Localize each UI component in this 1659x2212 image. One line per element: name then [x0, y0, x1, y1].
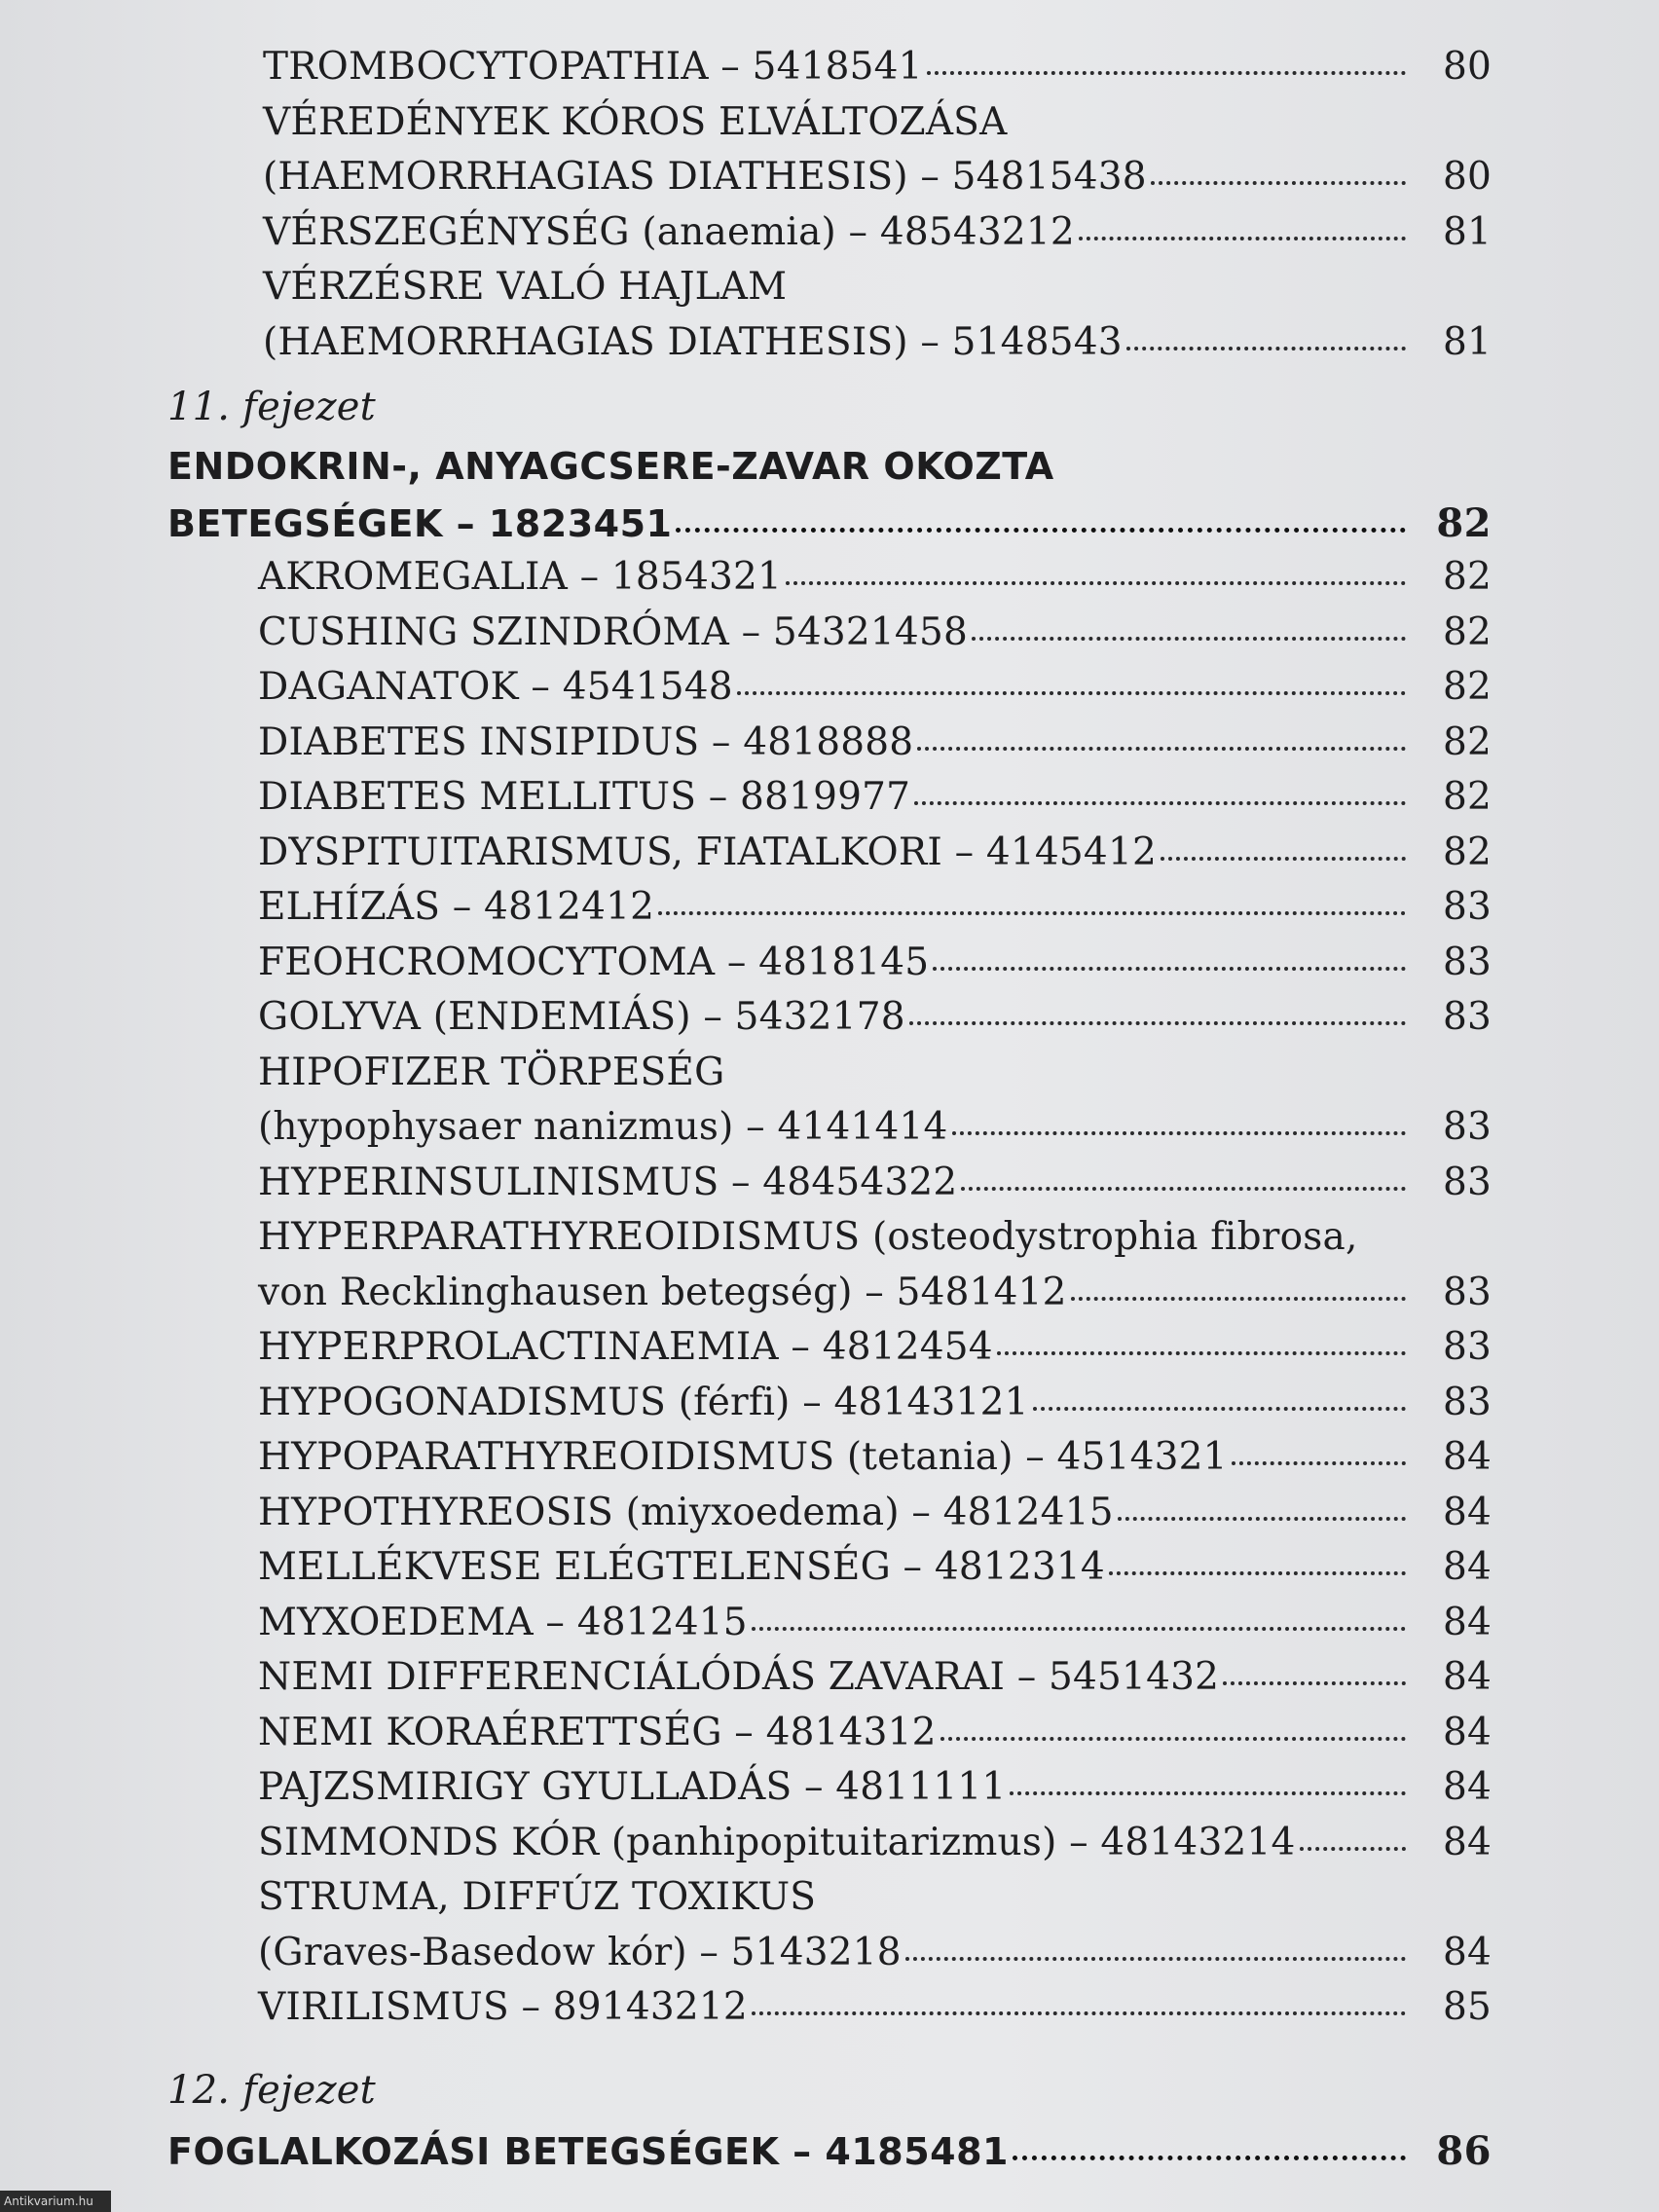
toc-entry-line	[0, 1271, 1659, 1326]
entry-text: HYPERPROLACTINAEMIA – 4812454	[258, 1325, 993, 1369]
chapter-title-text: BETEGSÉGEK – 1823451	[167, 501, 673, 545]
page-number: 84	[1442, 1655, 1492, 1699]
dot-leader	[997, 1351, 1406, 1355]
entry-text: STRUMA, DIFFÚZ TOXIKUS	[258, 1875, 817, 1919]
dot-leader	[917, 747, 1406, 751]
chapter-label-text: 12. fejezet	[167, 2067, 376, 2113]
entry-text: MYXOEDEMA – 4812415	[258, 1600, 748, 1644]
entry-text: HYPERINSULINISMUS – 48454322	[258, 1160, 958, 1204]
page-number: 84	[1442, 1600, 1492, 1644]
chapter-title-line	[0, 500, 1659, 556]
toc-entry-line	[0, 1931, 1659, 1986]
toc-entry-line	[0, 1655, 1659, 1711]
dot-leader	[676, 528, 1406, 533]
dot-leader	[1033, 1407, 1406, 1411]
toc-entry-line	[0, 665, 1659, 720]
table-of-contents	[0, 45, 1659, 2183]
dot-leader	[786, 581, 1406, 585]
toc-entry-line	[0, 1985, 1659, 2041]
dot-leader	[1079, 237, 1406, 240]
dot-leader	[1071, 1297, 1406, 1301]
page-number: 80	[1442, 45, 1492, 89]
dot-leader	[1118, 1517, 1406, 1521]
spacer	[0, 2041, 1659, 2058]
toc-entry-line	[0, 940, 1659, 996]
dot-leader	[1126, 347, 1406, 350]
toc-entry-line	[0, 555, 1659, 610]
page-number: 83	[1442, 1270, 1492, 1314]
entry-text: DAGANATOK – 4541548	[258, 665, 733, 709]
entry-text: DIABETES MELLITUS – 8819977	[258, 775, 911, 819]
dot-leader	[909, 1021, 1406, 1025]
toc-entry-line	[0, 1435, 1659, 1491]
entry-text: HIPOFIZER TÖRPESÉG	[258, 1050, 725, 1094]
toc-entry-line	[0, 995, 1659, 1051]
page-number: 83	[1442, 1380, 1492, 1424]
chapter-title-text: ENDOKRIN-, ANYAGCSERE-ZAVAR OKOZTA	[167, 445, 1054, 488]
toc-entry-line	[0, 100, 1659, 156]
toc-entry-line	[0, 1105, 1659, 1161]
entry-text: VÉRZÉSRE VALÓ HAJLAM	[263, 265, 788, 309]
dot-leader	[752, 2011, 1406, 2015]
dot-leader	[905, 1957, 1406, 1961]
entry-text: PAJZSMIRIGY GYULLADÁS – 4811111	[258, 1765, 1007, 1809]
page-number: 85	[1442, 1985, 1492, 2029]
entry-text: AKROMEGALIA – 1854321	[258, 555, 783, 599]
page-number: 84	[1442, 1435, 1492, 1479]
page-number: 81	[1442, 209, 1492, 254]
chapter-title-text: FOGLALKOZÁSI BETEGSÉGEK – 4185481	[167, 2129, 1009, 2173]
page-number: 83	[1442, 885, 1492, 929]
watermark: Antikvarium.hu	[0, 2191, 111, 2212]
entry-text: (hypophysaer nanizmus) – 4141414	[258, 1105, 948, 1149]
entry-text: CUSHING SZINDRÓMA – 54321458	[258, 609, 968, 654]
entry-text: FEOHCROMOCYTOMA – 4818145	[258, 940, 930, 984]
page-number: 84	[1442, 1490, 1492, 1534]
dot-leader	[658, 911, 1406, 915]
chapter-title-line	[0, 2128, 1659, 2184]
entry-text: HYPOTHYREOSIS (miyxoedema) – 4812415	[258, 1490, 1114, 1534]
entry-text: ELHÍZÁS – 4812412	[258, 885, 655, 929]
dot-leader	[1109, 1571, 1406, 1575]
entry-text: VÉREDÉNYEK KÓROS ELVÁLTOZÁSA	[263, 99, 1008, 144]
entry-text: MELLÉKVESE ELÉGTELENSÉG – 4812314	[258, 1545, 1105, 1589]
dot-leader	[1151, 181, 1406, 185]
toc-entry-line	[0, 830, 1659, 886]
dot-leader	[737, 691, 1406, 695]
entry-text: SIMMONDS KÓR (panhipopituitarizmus) – 48143214	[258, 1820, 1296, 1864]
entry-text: HYPOGONADISMUS (férfi) – 48143121	[258, 1380, 1029, 1424]
page-number: 83	[1442, 995, 1492, 1039]
entry-text: DIABETES INSIPIDUS – 4818888	[258, 719, 914, 764]
page-number: 84	[1442, 1820, 1492, 1864]
toc-entry-line	[0, 1821, 1659, 1876]
entry-text: von Recklinghausen betegség) – 5481412	[258, 1270, 1067, 1314]
chapter-label	[0, 375, 1659, 445]
toc-entry-line	[0, 720, 1659, 776]
entry-text: (Graves-Basedow kór) – 5143218	[258, 1930, 902, 1974]
dot-leader	[1232, 1461, 1406, 1465]
dot-leader	[972, 637, 1406, 641]
entry-text: HYPERPARATHYREOIDISMUS (osteodystrophia fibrosa,	[258, 1215, 1358, 1259]
dot-leader	[933, 967, 1406, 971]
dot-leader	[1300, 1847, 1407, 1851]
toc-entry-line	[0, 610, 1659, 666]
page-number: 82	[1442, 719, 1492, 764]
page-number: 84	[1442, 1710, 1492, 1754]
dot-leader	[1223, 1681, 1406, 1685]
page-number: 83	[1442, 1160, 1492, 1204]
toc-entry-line	[0, 45, 1659, 100]
entry-text: VÉRSZEGÉNYSÉG (anaemia) – 48543212	[263, 209, 1075, 254]
dot-leader	[1010, 1791, 1406, 1795]
entry-text: HYPOPARATHYREOIDISMUS (tetania) – 4514321	[258, 1435, 1228, 1479]
entry-text: VIRILISMUS – 89143212	[258, 1985, 748, 2029]
page-number: 83	[1442, 1105, 1492, 1149]
toc-entry-line	[0, 1491, 1659, 1546]
toc-entry-line	[0, 1711, 1659, 1766]
page-number: 86	[1436, 2127, 1492, 2174]
entry-text: TROMBOCYTOPATHIA – 5418541	[263, 45, 923, 89]
page-number: 82	[1442, 555, 1492, 599]
page-number: 81	[1442, 319, 1492, 364]
page-number: 82	[1442, 830, 1492, 874]
entry-text: NEMI DIFFERENCIÁLÓDÁS ZAVARAI – 5451432	[258, 1655, 1220, 1699]
page-number: 83	[1442, 940, 1492, 984]
toc-entry-line	[0, 1545, 1659, 1601]
entry-text: (HAEMORRHAGIAS DIATHESIS) – 54815438	[263, 155, 1147, 199]
entry-text: GOLYVA (ENDEMIÁS) – 5432178	[258, 995, 905, 1039]
page-number: 83	[1442, 1325, 1492, 1369]
toc-entry-line	[0, 1601, 1659, 1656]
dot-leader	[752, 1627, 1406, 1631]
page-number: 84	[1442, 1545, 1492, 1589]
page-number: 82	[1442, 609, 1492, 654]
toc-entry-line	[0, 265, 1659, 320]
toc-entry-line	[0, 775, 1659, 830]
chapter-label-text: 11. fejezet	[167, 385, 376, 429]
chapter-label	[0, 2058, 1659, 2128]
page-number: 84	[1442, 1930, 1492, 1974]
dot-leader	[914, 801, 1406, 805]
page-number: 80	[1442, 155, 1492, 199]
dot-leader	[952, 1131, 1406, 1135]
page-number: 82	[1442, 775, 1492, 819]
toc-entry-line	[0, 1381, 1659, 1436]
toc-entry-line	[0, 1875, 1659, 1931]
entry-text: DYSPITUITARISMUS, FIATALKORI – 4145412	[258, 830, 1157, 874]
dot-leader	[927, 71, 1406, 75]
toc-entry-line	[0, 210, 1659, 266]
toc-entry-line	[0, 320, 1659, 376]
page-number: 82	[1436, 499, 1492, 546]
toc-entry-line	[0, 155, 1659, 210]
page-number: 82	[1442, 665, 1492, 709]
toc-entry-line	[0, 1215, 1659, 1271]
dot-leader	[1013, 2156, 1406, 2160]
toc-entry-line	[0, 1325, 1659, 1381]
entry-text: (HAEMORRHAGIAS DIATHESIS) – 5148543	[263, 319, 1123, 364]
toc-entry-line	[0, 1161, 1659, 1216]
entry-text: NEMI KORAÉRETTSÉG – 4814312	[258, 1710, 937, 1754]
toc-entry-line	[0, 885, 1659, 940]
page-number: 84	[1442, 1765, 1492, 1809]
dot-leader	[940, 1737, 1406, 1741]
chapter-title-line	[0, 445, 1659, 500]
toc-entry-line	[0, 1765, 1659, 1821]
dot-leader	[1161, 857, 1406, 861]
dot-leader	[961, 1187, 1406, 1191]
toc-entry-line	[0, 1051, 1659, 1106]
